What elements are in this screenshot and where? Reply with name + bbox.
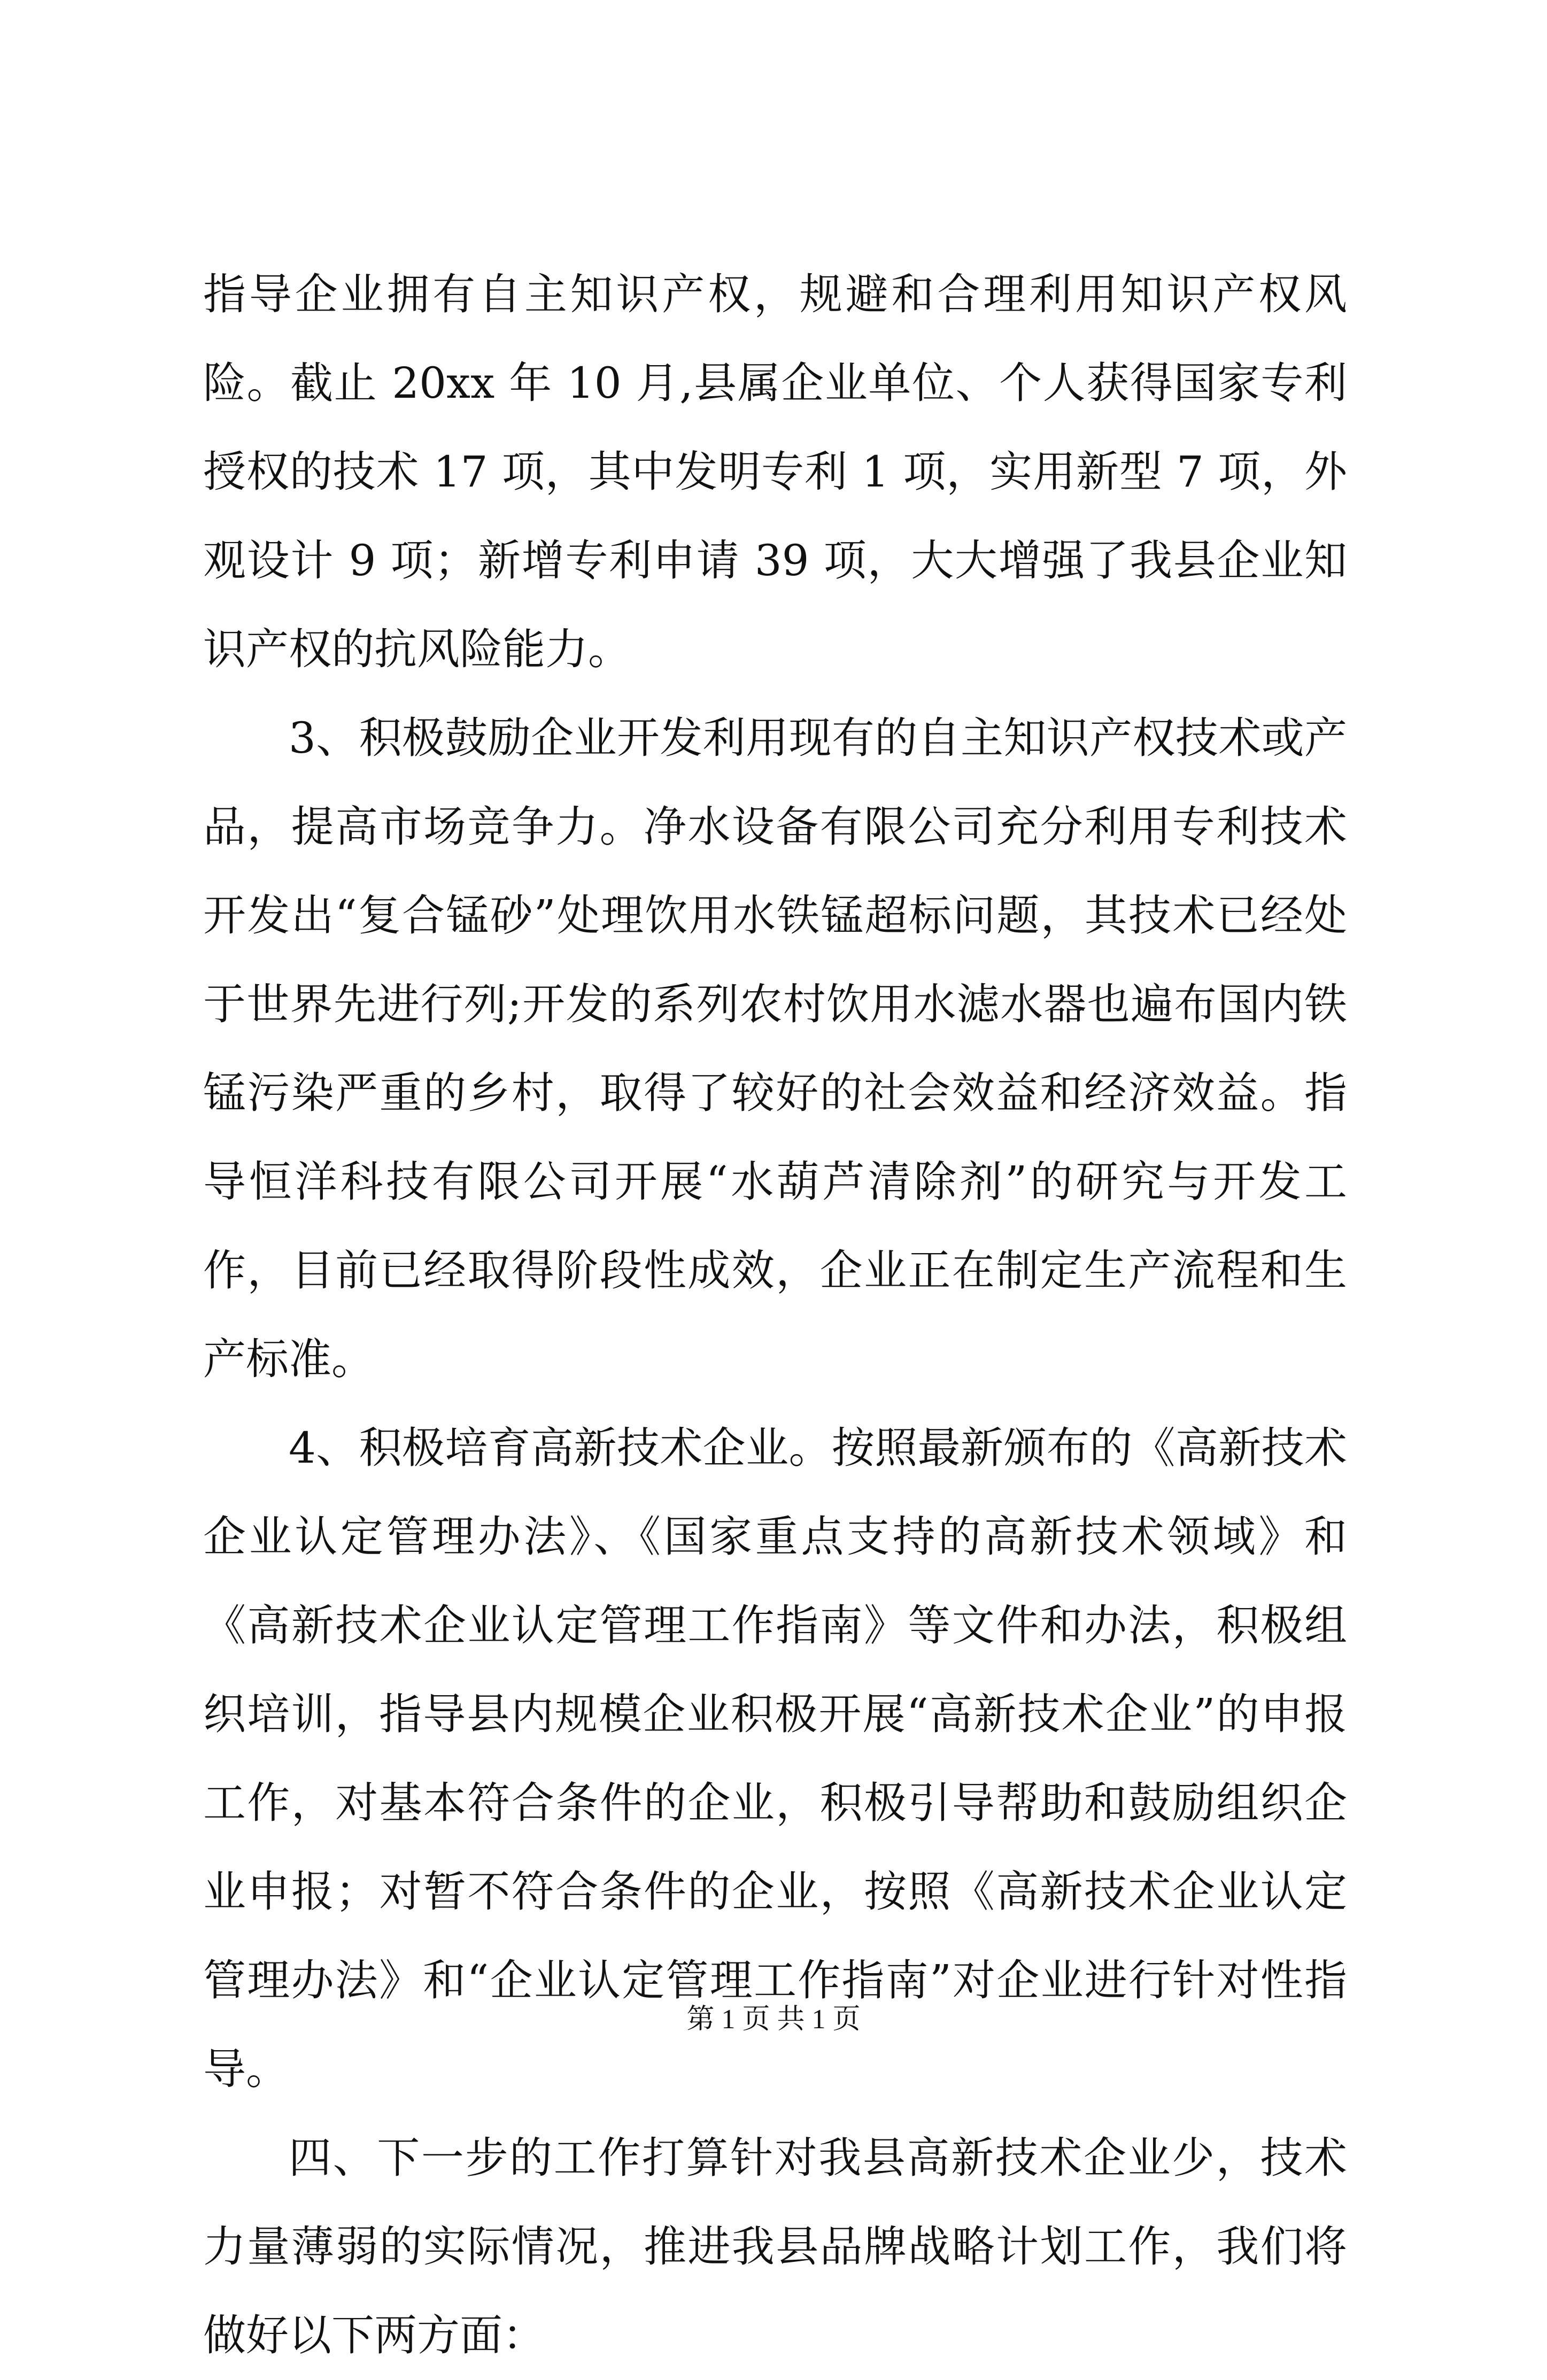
paragraph-4: 四、下一步的工作打算针对我县高新技术企业少，技术力量薄弱的实际情况，推进我县品牌战略计划工作，我们将做好以下两方面： (203, 2133, 1347, 2360)
document-body (203, 250, 1347, 2380)
paragraph-2: 3、积极鼓励企业开发利用现有的自主知识产权技术或产品，提高市场竞争力。净水设备有限公司充分利用专利技术开发出“复合锰砂”处理饮用水铁锰超标问题，其技术已经处于世界先进行列;开发的系列农村饮用水滤水器也遍布国内铁锰污染严重的乡村，取得了较好的社会效益和经济效益。指导恒洋科技有限公司开展“水葫芦清除剂”的研究与开发工作，目前已经取得阶段性成效，企业正在制定生产流程和生产标准。 (203, 713, 1347, 1384)
paragraph-3: 4、积极培育高新技术企业。按照最新颁布的《高新技术企业认定管理办法》、《国家重点支持的高新技术领域》和《高新技术企业认定管理工作指南》等文件和办法，积极组织培训，指导县内规模企业积极开展“高新技术企业”的申报工作，对基本符合条件的企业，积极引导帮助和鼓励组织企业申报；对暂不符合条件的企业，按照《高新技术企业认定管理办法》和“企业认定管理工作指南”对企业进行针对性指导。 (203, 1423, 1347, 2094)
page-footer: 第 1 页 共 1 页 (686, 2004, 861, 2035)
paragraph-1: 指导企业拥有自主知识产权，规避和合理利用知识产权风险。截止 20xx 年 10 月,县属企业单位、个人获得国家专利授权的技术 17 项，其中发明专利 1 项，实用新型 7 项，外观设计 9 项；新增专利申请 39 项，大大增强了我县企业知识产权的抗风险能力。 (203, 269, 1347, 674)
